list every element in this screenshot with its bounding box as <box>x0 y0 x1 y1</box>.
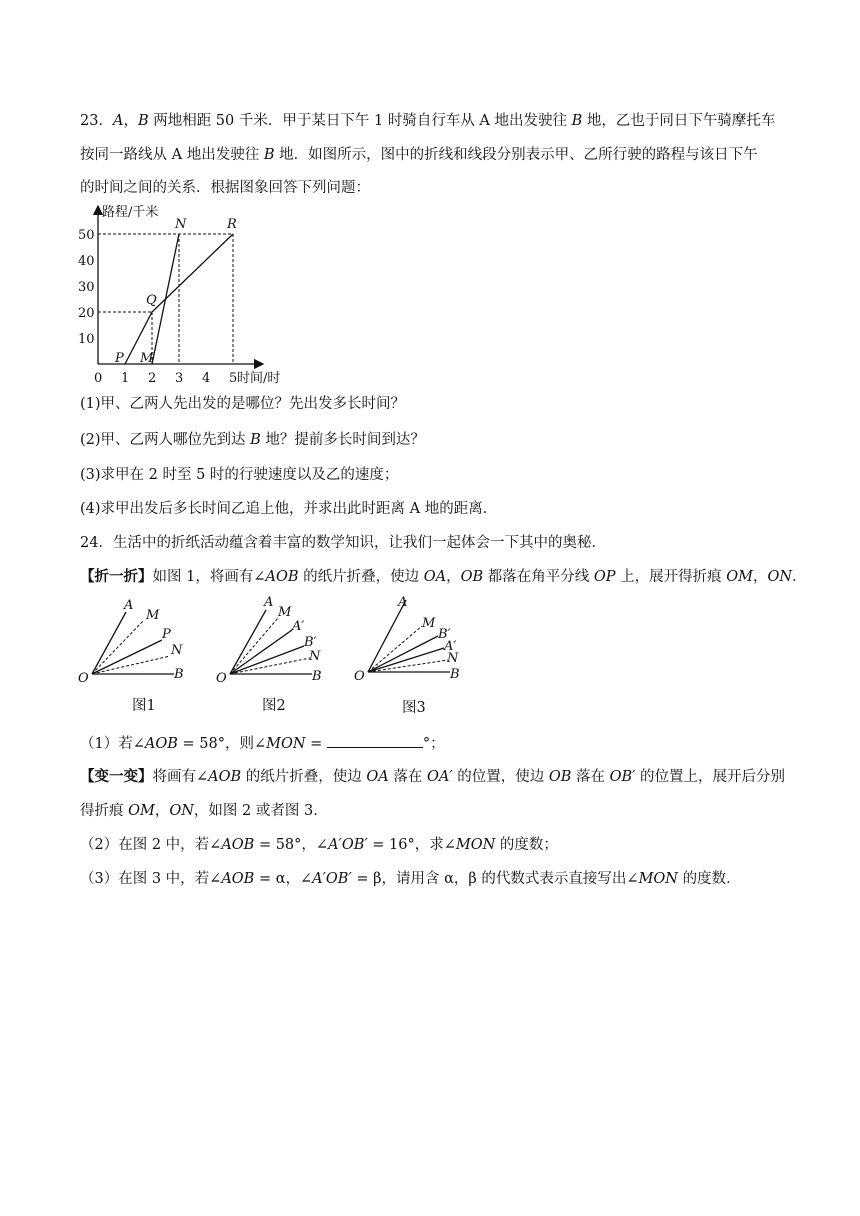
answer-blank[interactable] <box>327 733 423 748</box>
q24-bian-line-2 <box>80 801 328 821</box>
point-label-M: M <box>140 351 154 366</box>
fig3-label-b-prime: B′ <box>438 627 451 642</box>
text: = 58°，则∠ <box>177 736 267 752</box>
fig3-label-a: A <box>398 595 408 610</box>
text: 的度数； <box>495 837 558 853</box>
y-tick-label-50: 50 <box>78 228 95 243</box>
text: （2）在图 2 中，若∠ <box>80 837 222 853</box>
text: ， <box>154 803 170 819</box>
fig1-label-n: N <box>171 643 183 658</box>
math-var: ON <box>169 803 194 819</box>
math-var: AOB <box>221 871 255 887</box>
distance-time-chart <box>78 200 308 390</box>
fig3-label-m: M <box>422 616 436 631</box>
text: 地，乙也于同日下午骑摩托车 <box>582 113 776 129</box>
q23-line-3: 的时间之间的关系．根据图象回答下列问题： <box>80 180 370 196</box>
fig1-label-b: B <box>174 667 184 682</box>
math-var: AOB <box>221 837 255 853</box>
section-tag: 【变一变】 <box>80 768 153 785</box>
math-var: ON <box>767 569 793 585</box>
point-label-Q: Q <box>146 293 157 308</box>
text: 的纸片折叠，使边 <box>298 569 424 585</box>
point-label-P: P <box>115 351 124 366</box>
text: 都落在角平分线 <box>483 569 594 585</box>
text: 的位置，使边 <box>452 769 549 785</box>
math-var: MON <box>266 736 306 752</box>
figure-2 <box>212 594 332 690</box>
text: °； <box>422 736 445 752</box>
fig2-label-a-prime: A′ <box>292 619 305 634</box>
y-tick-label-40: 40 <box>78 254 95 269</box>
text: 上，展开得折痕 <box>615 569 727 585</box>
y-axis-label: 路程/千米 <box>102 205 159 220</box>
figure-2-caption: 图2 <box>262 698 286 714</box>
var-b: B <box>263 147 275 163</box>
text: = <box>305 736 327 752</box>
var-b: B <box>571 113 583 129</box>
q24-sub-2 <box>80 835 558 855</box>
fig1-label-o: O <box>78 671 89 686</box>
section-tag: 【折一折】 <box>80 568 153 585</box>
x-tick-label-1: 1 <box>121 371 130 386</box>
math-var: A′OB′ <box>312 871 352 887</box>
fig2-label-a: A <box>264 595 274 610</box>
math-var: OA′ <box>426 769 453 785</box>
q24-sub-1 <box>80 733 445 754</box>
figure-1 <box>74 594 194 690</box>
q23-sub-4: (4)求甲出发后多长时间乙追上他，并求出此时距离 A 地的距离． <box>80 501 498 517</box>
x-tick-label-4: 4 <box>202 371 211 386</box>
fig3-label-o: O <box>354 669 365 684</box>
math-var: OA <box>366 769 389 785</box>
fig3-label-a-prime: A′ <box>444 639 457 654</box>
text: ， <box>446 569 461 585</box>
math-var: A′OB′ <box>328 837 368 853</box>
text: 两地相距 50 千米．甲于某日下午 1 时骑自行车从 A 地出发驶往 <box>148 113 572 129</box>
text: ， <box>123 113 138 129</box>
text: （3）在图 3 中，若∠ <box>80 871 222 887</box>
text: 的纸片折叠，使边 <box>241 769 367 785</box>
x-tick-label-2: 2 <box>148 371 157 386</box>
figure-3 <box>350 594 470 690</box>
math-var: AOB <box>208 769 242 785</box>
text: = β，请用含 α，β 的代数式表示直接写出∠ <box>351 871 639 887</box>
fig1-label-p: P <box>162 627 171 642</box>
q23-sub-2 <box>80 430 425 450</box>
fig1-label-m: M <box>146 608 160 623</box>
fig3-label-b: B <box>450 667 460 682</box>
q24-sub-3 <box>80 869 741 889</box>
q24-line-2 <box>80 567 807 587</box>
x-tick-label-5: 5 <box>229 371 238 386</box>
math-var: OA <box>423 569 447 585</box>
math-var: OB′ <box>609 769 636 785</box>
text: 的位置上，展开后分别 <box>635 769 786 785</box>
math-var: OB <box>548 769 572 785</box>
text: = 16°，求∠ <box>367 837 456 853</box>
text: ， <box>752 569 768 585</box>
text: 的度数． <box>677 871 741 887</box>
text: 得折痕 <box>80 803 129 819</box>
fig2-label-o: O <box>216 671 227 686</box>
q23-sub-3: (3)求甲在 2 时至 5 时的行驶速度以及乙的速度； <box>80 467 399 483</box>
math-var: OM <box>726 569 753 585</box>
fig1-label-a: A <box>124 598 134 613</box>
var-b: B <box>250 432 261 448</box>
text: （1）若∠ <box>80 736 145 752</box>
fig2-label-b: B <box>312 669 322 684</box>
figure-1-caption: 图1 <box>132 698 156 714</box>
text: ． <box>792 569 807 585</box>
math-var: OP <box>593 569 616 585</box>
y-tick-label-20: 20 <box>78 306 95 321</box>
var-b: B <box>137 113 149 129</box>
fig2-label-m: M <box>278 605 292 620</box>
var-a: A <box>112 113 124 129</box>
text: 地？提前多长时间到达？ <box>260 432 425 448</box>
text: 落在 <box>571 769 610 785</box>
text: = 58°，∠ <box>254 837 329 853</box>
q24-bian-line-1 <box>80 767 785 787</box>
text: 地．如图所示，图中的折线和线段分别表示甲、乙所行驶的路程与该日下午 <box>274 147 758 163</box>
math-var: AOB <box>265 569 299 585</box>
q23-sub-1: (1)甲、乙两人先出发的是哪位？先出发多长时间？ <box>80 396 406 412</box>
math-var: MON <box>638 871 678 887</box>
fig3-label-n: N <box>447 651 459 666</box>
math-var: AOB <box>144 736 178 752</box>
math-var: OM <box>128 803 155 819</box>
point-label-R: R <box>227 217 237 232</box>
fig2-label-b-prime: B′ <box>304 635 317 650</box>
q23-line-2 <box>80 145 758 165</box>
text: ，如图 2 或者图 3． <box>193 803 328 819</box>
text: 按同一路线从 A 地出发驶往 <box>80 147 264 163</box>
q23-line-1 <box>80 111 775 131</box>
figure-3-caption: 图3 <box>402 700 426 716</box>
point-label-N: N <box>175 217 187 232</box>
text: 将画有∠ <box>152 769 209 785</box>
y-tick-label-30: 30 <box>78 280 95 295</box>
text: 如图 1，将画有∠ <box>152 569 266 585</box>
y-tick-label-10: 10 <box>78 332 95 347</box>
x-tick-label-3: 3 <box>175 371 184 386</box>
x-axis-label: 时间/时 <box>237 371 281 386</box>
text: 落在 <box>388 769 427 785</box>
q24-line-1: 24．生活中的折纸活动蕴含着丰富的数学知识，让我们一起体会一下其中的奥秘． <box>80 535 606 551</box>
x-tick-label-0: 0 <box>94 371 103 386</box>
fig2-label-n: N <box>309 649 321 664</box>
math-var: OB <box>460 569 484 585</box>
math-var: MON <box>455 837 496 853</box>
question-number: 23． <box>80 113 113 129</box>
text: (2)甲、乙两人哪位先到达 <box>80 432 251 448</box>
text: = α，∠ <box>254 871 313 887</box>
